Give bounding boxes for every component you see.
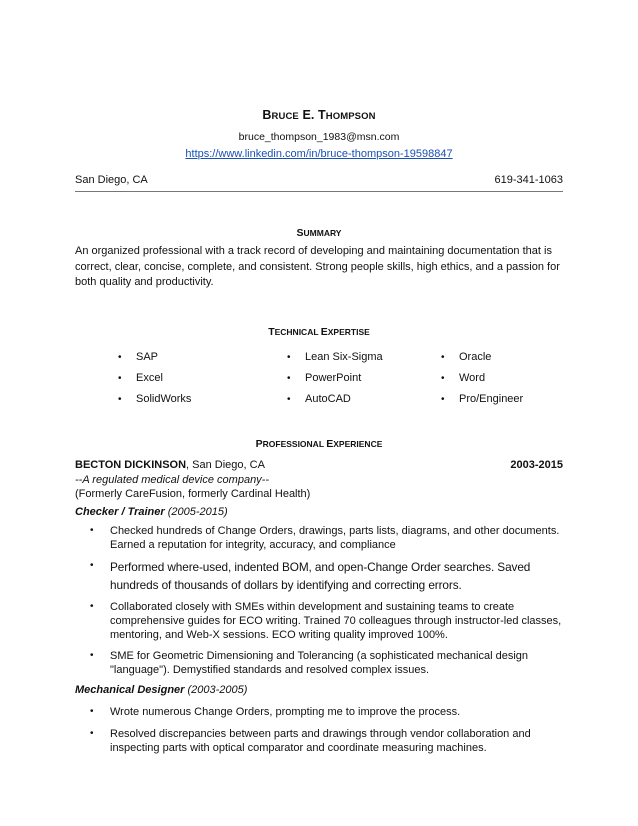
- summary-text: An organized professional with a track record of developing and maintaining documentation that is correct, clear, concise, complete, and consistent. Strong people skills, high ethics, and a passion for both quality and productivity.: [75, 245, 560, 288]
- skill-item: • Lean Six-Sigma: [287, 351, 383, 363]
- role-bullet-list: [90, 524, 568, 677]
- header-divider: [75, 191, 563, 192]
- role-title: Mechanical Designer (2003-2005): [75, 684, 248, 696]
- candidate-name: BRUCE E. THOMPSON: [262, 108, 376, 122]
- list-item: • Performed where-used, indented BOM, and open-Change Order searches. Saved hundreds of thousands of dollars by identifying and correcting errors.: [90, 560, 531, 592]
- employer: BECTON DICKINSON, San Diego, CA: [75, 459, 265, 471]
- employer-row: [75, 459, 563, 471]
- skill-item: • SolidWorks: [118, 393, 192, 405]
- list-item: • Wrote numerous Change Orders, prompting me to improve the process.: [90, 706, 461, 718]
- location: San Diego, CA: [75, 174, 148, 186]
- role-bullet-list: [90, 705, 568, 755]
- role-title: Checker / Trainer (2005-2015): [75, 506, 228, 518]
- list-item: • Resolved discrepancies between parts and drawings through vendor collaboration and inspecting parts with optical comparator and coordinate measuring machines.: [90, 728, 531, 754]
- list-item: • SME for Geometric Dimensioning and Tolerancing (a sophisticated mechanical design "language"). Demystified standards and resolved complex issues.: [90, 650, 529, 676]
- skill-item: • SAP: [118, 351, 159, 363]
- list-item: • Checked hundreds of Change Orders, drawings, parts lists, diagrams, and other documents. Earned a reputation for integrity, accuracy, and compliance: [90, 525, 560, 551]
- company-description: --A regulated medical device company--: [75, 474, 270, 486]
- technical-expertise-heading: TECHNICAL EXPERTISE: [268, 326, 370, 338]
- skill-item: • PowerPoint: [287, 372, 362, 384]
- linkedin-link[interactable]: https://www.linkedin.com/in/bruce-thompson-19598847: [185, 148, 453, 160]
- company-former-names: (Formerly CareFusion, formerly Cardinal Health): [75, 488, 311, 500]
- phone-number: 619-341-1063: [494, 174, 563, 186]
- skill-item: • Excel: [118, 372, 163, 384]
- contact-row: [75, 174, 563, 186]
- skill-item: • AutoCAD: [287, 393, 351, 405]
- professional-experience-heading: PROFESSIONAL EXPERIENCE: [255, 438, 383, 450]
- list-item: • Collaborated closely with SMEs within development and sustaining teams to create comprehensive guides for ECO writing. Trained 70 colleagues through instructor-led classes, mentoring, and Web-X sessions. ECO writing quality improved 100%.: [90, 601, 562, 641]
- employment-years: 2003-2015: [510, 459, 563, 471]
- skill-item: • Word: [441, 372, 486, 384]
- email-address: bruce_thompson_1983@msn.com: [238, 131, 400, 143]
- summary-heading: SUMMARY: [296, 227, 342, 239]
- skill-item: • Pro/Engineer: [441, 393, 524, 405]
- skill-item: • Oracle: [441, 351, 492, 363]
